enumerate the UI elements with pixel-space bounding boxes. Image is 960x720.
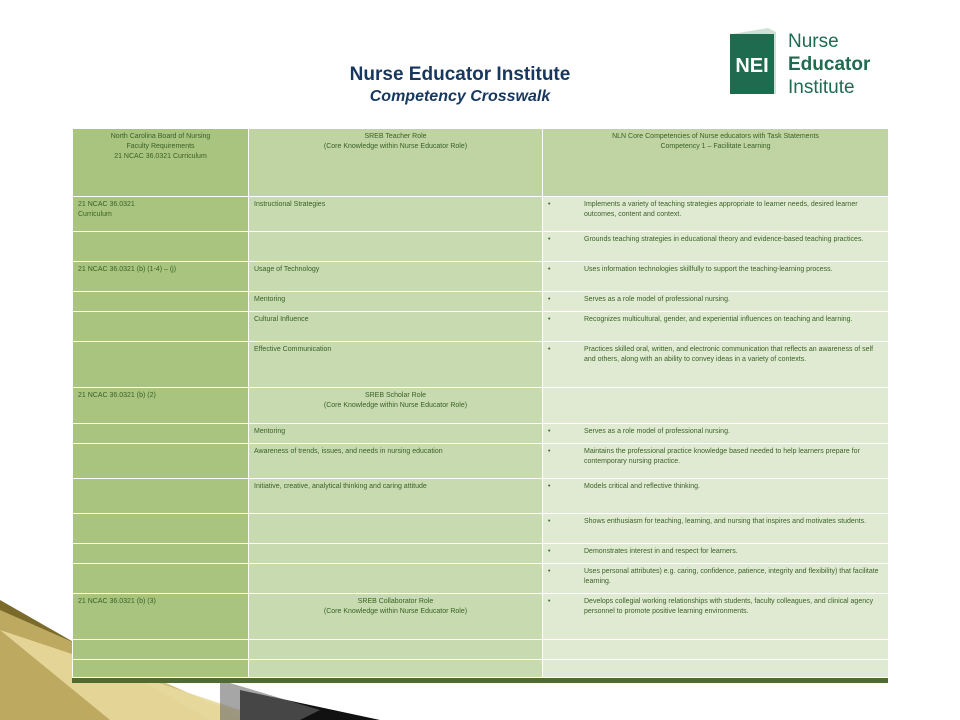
table-row <box>73 514 889 544</box>
nei-logo <box>728 22 888 102</box>
sreb-cell: Initiative, creative, analytical thinking and caring attitude <box>249 479 543 514</box>
header-nln-line1: NLN Core Competencies of Nurse educators with Task Statements <box>612 133 819 140</box>
table-row <box>73 342 889 388</box>
page-title: Nurse Educator Institute <box>349 64 571 85</box>
sreb-role-heading <box>249 594 543 640</box>
nln-cell <box>543 564 889 594</box>
book-logo-icon <box>728 28 780 96</box>
logo-line-1: Nurse <box>788 31 839 52</box>
sreb-cell: Cultural Influence <box>249 312 543 342</box>
header-ncbon-line1: North Carolina Board of Nursing <box>110 133 211 140</box>
bullet-icon: • <box>548 428 551 435</box>
nln-cell <box>543 232 889 262</box>
nln-task: Uses personal attributes) e.g. caring, confidence, patience, integrity and flexibility) that facilitate learning. <box>584 568 879 585</box>
nln-cell <box>543 342 889 388</box>
ncbon-cell <box>73 444 249 479</box>
bullet-icon: • <box>548 346 551 353</box>
header-sreb-line1: SREB Teacher Role <box>364 133 427 140</box>
sreb-role-sub: (Core Knowledge within Nurse Educator Role) <box>323 608 468 615</box>
header-cell-ncbon <box>73 129 249 197</box>
table-row <box>73 292 889 312</box>
title-block <box>300 64 620 108</box>
logo-initials: NEI <box>735 55 769 77</box>
bullet-icon: • <box>548 518 551 525</box>
page-subtitle: Competency Crosswalk <box>369 88 551 105</box>
header-ncbon-line2: Faculty Requirements <box>126 143 195 150</box>
nln-task: Shows enthusiasm for teaching, learning, and nursing that inspires and motivates students. <box>584 518 867 525</box>
bullet-icon: • <box>548 296 551 303</box>
sreb-cell <box>249 660 543 678</box>
nln-task: Recognizes multicultural, gender, and experiential influences on teaching and learning. <box>584 316 853 323</box>
table-row <box>73 197 889 232</box>
nln-task: Serves as a role model of professional nursing. <box>584 296 730 303</box>
sreb-cell <box>249 514 543 544</box>
table-row <box>73 479 889 514</box>
sreb-cell: Mentoring <box>249 292 543 312</box>
nln-task: Implements a variety of teaching strategies appropriate to learner needs, desired learner outcomes, content and context. <box>584 201 858 218</box>
bullet-icon: • <box>548 548 551 555</box>
nln-cell <box>543 388 889 424</box>
ncbon-cell <box>73 544 249 564</box>
nln-task: Develops collegial working relationships with students, faculty colleagues, and clinical agency personnel to promote positive learning environments. <box>584 598 874 615</box>
bullet-icon: • <box>548 316 551 323</box>
nln-cell <box>543 262 889 292</box>
sreb-cell <box>249 232 543 262</box>
ncbon-cell <box>73 660 249 678</box>
table-row <box>73 388 889 424</box>
ncbon-cell: 21 NCAC 36.0321 (b) (1-4) – (j) <box>73 262 249 292</box>
table-row <box>73 660 889 678</box>
nln-task: Demonstrates interest in and respect for learners. <box>584 548 738 555</box>
ncbon-cell <box>73 342 249 388</box>
sreb-cell <box>249 544 543 564</box>
bullet-icon: • <box>548 448 551 455</box>
ncbon-cell <box>73 514 249 544</box>
sreb-cell: Usage of Technology <box>249 262 543 292</box>
nln-task: Serves as a role model of professional nursing. <box>584 428 730 435</box>
ncbon-cell <box>73 479 249 514</box>
bullet-icon: • <box>548 266 551 273</box>
sreb-cell: Awareness of trends, issues, and needs in nursing education <box>249 444 543 479</box>
table-row <box>73 544 889 564</box>
sreb-cell <box>249 640 543 660</box>
nln-cell <box>543 514 889 544</box>
ncbon-cell <box>73 292 249 312</box>
nln-cell <box>543 444 889 479</box>
nln-task: Maintains the professional practice knowledge based needed to help learners prepare for contemporary nursing practice. <box>584 448 860 465</box>
ncbon-cell <box>73 312 249 342</box>
nln-task: Uses information technologies skillfully to support the teaching-learning process. <box>584 266 833 273</box>
table-row <box>73 312 889 342</box>
table-row <box>73 640 889 660</box>
logo-line-3: Institute <box>788 77 855 98</box>
sreb-cell: Effective Communication <box>249 342 543 388</box>
table-bottom-bar <box>72 678 888 683</box>
ncbon-cell: 21 NCAC 36.0321 (b) (3) <box>73 594 249 640</box>
nln-task: Grounds teaching strategies in educational theory and evidence-based teaching practices. <box>584 236 864 243</box>
nln-task: Models critical and reflective thinking. <box>584 483 700 490</box>
bullet-icon: • <box>548 201 551 208</box>
logo-wordmark <box>788 30 870 99</box>
header-sreb-line2: (Core Knowledge within Nurse Educator Role) <box>323 143 468 150</box>
bullet-icon: • <box>548 598 551 605</box>
nln-cell <box>543 594 889 640</box>
nln-cell <box>543 197 889 232</box>
sreb-role-title: SREB Collaborator Role <box>357 598 434 605</box>
sreb-role-title: SREB Scholar Role <box>364 392 427 399</box>
nln-task: Practices skilled oral, written, and electronic communication that reflects an awareness of self and others, along with an ability to convey ideas in a variety of contexts. <box>584 346 874 363</box>
header-ncbon-line3: 21 NCAC 36.0321 Curriculum <box>114 153 207 160</box>
header-nln-line2: Competency 1 – Facilitate Learning <box>660 143 771 150</box>
nln-cell <box>543 424 889 444</box>
sreb-cell: Mentoring <box>249 424 543 444</box>
bullet-icon: • <box>548 568 551 575</box>
nln-cell <box>543 292 889 312</box>
nln-cell <box>543 479 889 514</box>
sreb-role-sub: (Core Knowledge within Nurse Educator Role) <box>323 402 468 409</box>
ncbon-rule-sub: Curriculum <box>78 211 112 218</box>
ncbon-cell <box>73 640 249 660</box>
sreb-role-heading <box>249 388 543 424</box>
sreb-cell <box>249 564 543 594</box>
logo-line-2: Educator <box>788 54 871 75</box>
bullet-icon: • <box>548 483 551 490</box>
crosswalk-table <box>72 128 889 678</box>
nln-cell <box>543 544 889 564</box>
ncbon-cell <box>73 232 249 262</box>
table-row <box>73 424 889 444</box>
header-cell-nln <box>543 129 889 197</box>
sreb-cell: Instructional Strategies <box>249 197 543 232</box>
ncbon-rule: 21 NCAC 36.0321 <box>78 201 135 208</box>
nln-cell <box>543 640 889 660</box>
table-row <box>73 444 889 479</box>
table-header-row <box>73 129 889 197</box>
ncbon-cell: 21 NCAC 36.0321 (b) (2) <box>73 388 249 424</box>
table-row <box>73 564 889 594</box>
ncbon-cell <box>73 197 249 232</box>
ncbon-cell <box>73 564 249 594</box>
nln-cell <box>543 312 889 342</box>
ncbon-cell <box>73 424 249 444</box>
header-cell-sreb <box>249 129 543 197</box>
table-row <box>73 232 889 262</box>
table-row <box>73 262 889 292</box>
table-row <box>73 594 889 640</box>
bullet-icon: • <box>548 236 551 243</box>
nln-cell <box>543 660 889 678</box>
